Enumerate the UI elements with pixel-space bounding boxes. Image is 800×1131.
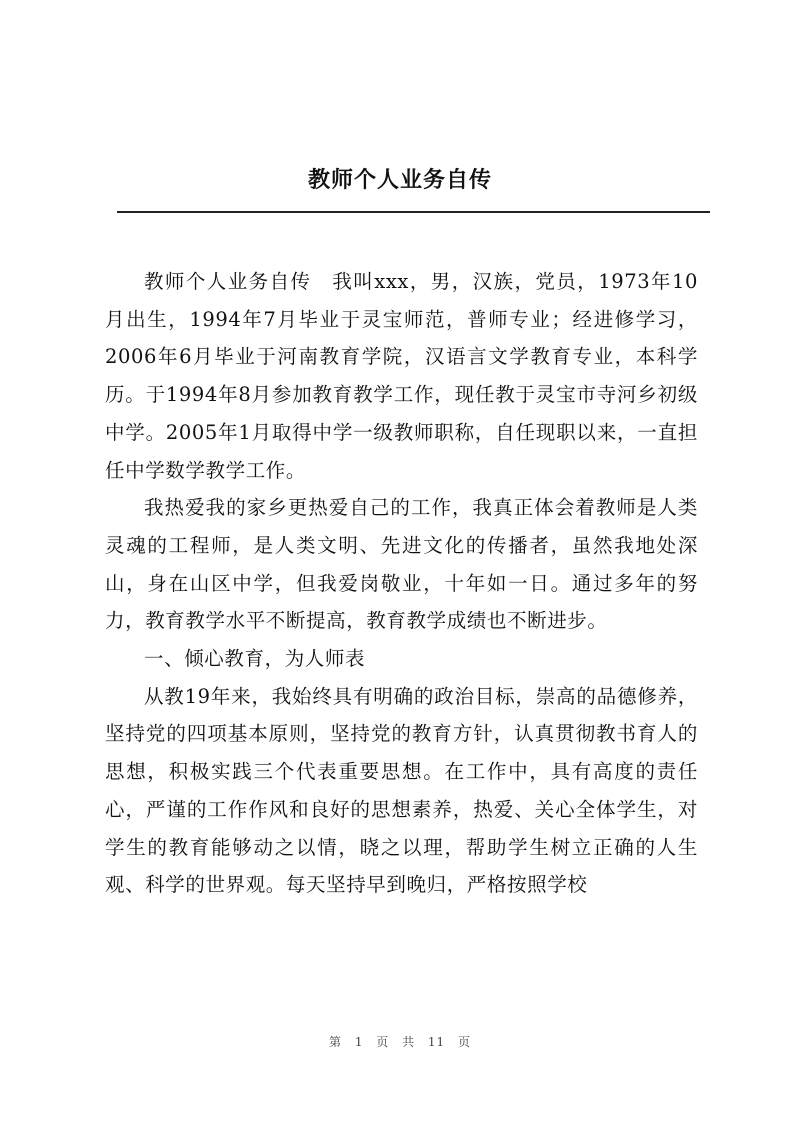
document-body — [105, 263, 698, 904]
page-number-footer: 第 1 页 共 11 页 — [329, 1035, 471, 1049]
section-heading-1: 一、倾心教育，为人师表 — [144, 647, 366, 671]
paragraph-passion: 我热爱我的家乡更热爱自己的工作，我真正体会着教师是人类灵魂的工程师，是人类文明、先进文化的传播者，虽然我地处深山，身在山区中学，但我爱岗敬业，十年如一日。通过多年的努力，教育教学水平不断提高，教育教学成绩也不断进步。 — [105, 496, 698, 633]
title-divider — [117, 211, 710, 213]
document-title: 教师个人业务自传 — [307, 168, 492, 193]
paragraph-intro: 教师个人业务自传 我叫xxx，男，汉族，党员，1973年10月出生，1994年7月毕业于灵宝师范，普师专业；经进修学习，2006年6月毕业于河南教育学院，汉语言文学教育专业，本科学历。于1994年8月参加教育教学工作，现任教于灵宝市寺河乡初级中学。2005年1月取得中学一级教师职称，自任现职以来，一直担任中学数学教学工作。 — [105, 270, 698, 482]
paragraph-section-1: 从教19年来，我始终具有明确的政治目标，崇高的品德修养，坚持党的四项基本原则，坚持党的教育方针，认真贯彻教书育人的思想，积极实践三个代表重要思想。在工作中，具有高度的责任心，严谨的工作作风和良好的思想素养，热爱、关心全体学生，对学生的教育能够动之以情，晓之以理，帮助学生树立正确的人生观、科学的世界观。每天坚持早到晚归，严格按照学校 — [105, 684, 698, 897]
